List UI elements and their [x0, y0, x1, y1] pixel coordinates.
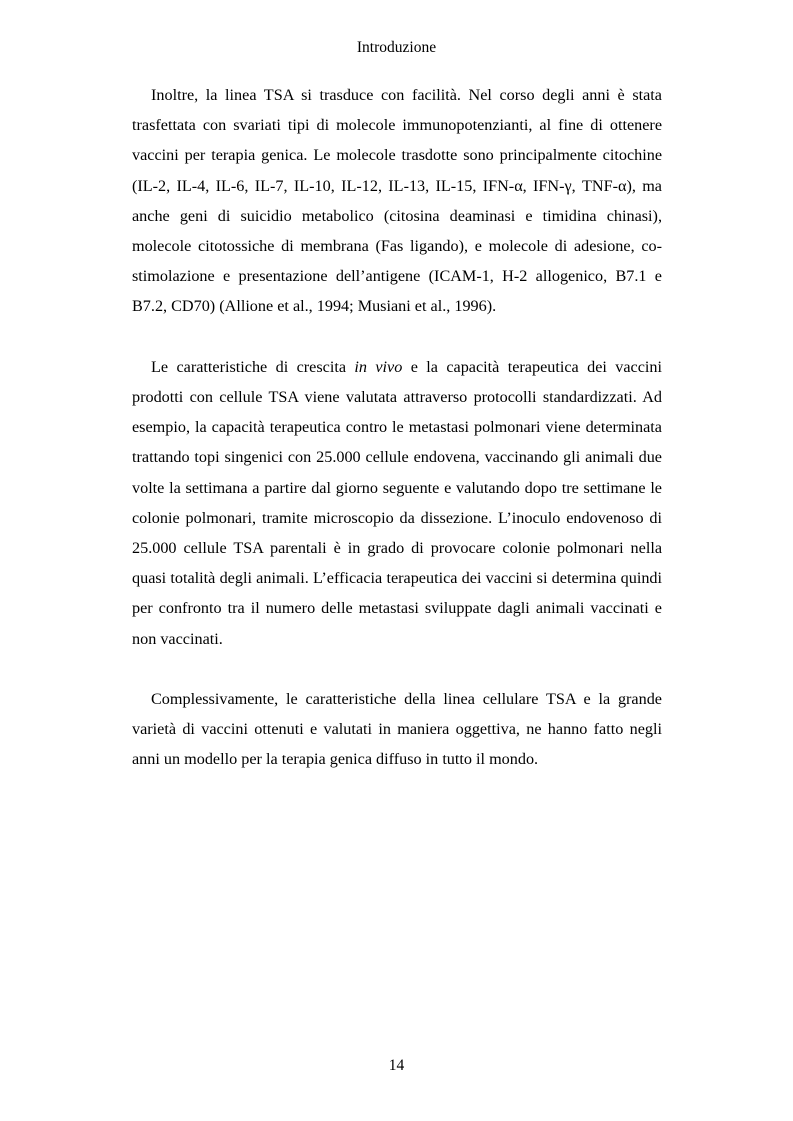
paragraph-2 [132, 352, 662, 654]
body-text [132, 80, 662, 805]
paragraph-3 [132, 684, 662, 775]
page-number: 14 [388, 1057, 405, 1074]
paragraph-2-text-start: Le caratteristiche di crescita [151, 357, 355, 376]
paragraph-1-text: Inoltre, la linea TSA si trasduce con facilità. Nel corso degli anni è stata trasfettata con svariati tipi di molecole immunopotenzianti, al fine di ottenere vaccini per terapia genica. Le molecole trasdotte sono principalmente citochine (IL-2, IL-4, IL-6, IL-7, IL-10, IL-12, IL-13, IL-15, IFN-α, IFN-γ, TNF-α), ma anche geni di suicidio metabolico (citosina deaminasi e timidina chinasi), molecole citotossiche di membrana (Fas ligando), e molecole di adesione, co-stimolazione e presentazione dell’antigene (ICAM-1, H-2 allogenico, B7.1 e B7.2, CD70) (Allione et al., 1994; Musiani et al., 1996). [132, 86, 662, 316]
paragraph-3-text: Complessivamente, le caratteristiche della linea cellulare TSA e la grande varietà di vaccini ottenuti e valutati in maniera oggettiva, ne hanno fatto negli anni un modello per la terapia genica diffuso in tutto il mondo. [132, 690, 662, 769]
paragraph-2-italic-term: in vivo [354, 357, 403, 376]
paragraph-2-text-rest: e la capacità terapeutica dei vaccini prodotti con cellule TSA viene valutata attraverso protocolli standardizzati. Ad esempio, la capacità terapeutica contro le metastasi polmonari viene determinata trattando topi singenici con 25.000 cellule endovena, vaccinando gli animali due volte la settimana a partire dal giorno seguente e valutando dopo tre settimane le colonie polmonari, tramite microscopio da dissezione. L’inoculo endovenoso di 25.000 cellule TSA parentali è in grado di provocare colonie polmonari nella quasi totalità degli animali. L’efficacia terapeutica dei vaccini si determina quindi per confronto tra il numero delle metastasi sviluppate dagli animali vaccinati e non vaccinati. [132, 357, 662, 648]
paragraph-1 [132, 80, 662, 322]
page-header-title: Introduzione [356, 39, 437, 56]
